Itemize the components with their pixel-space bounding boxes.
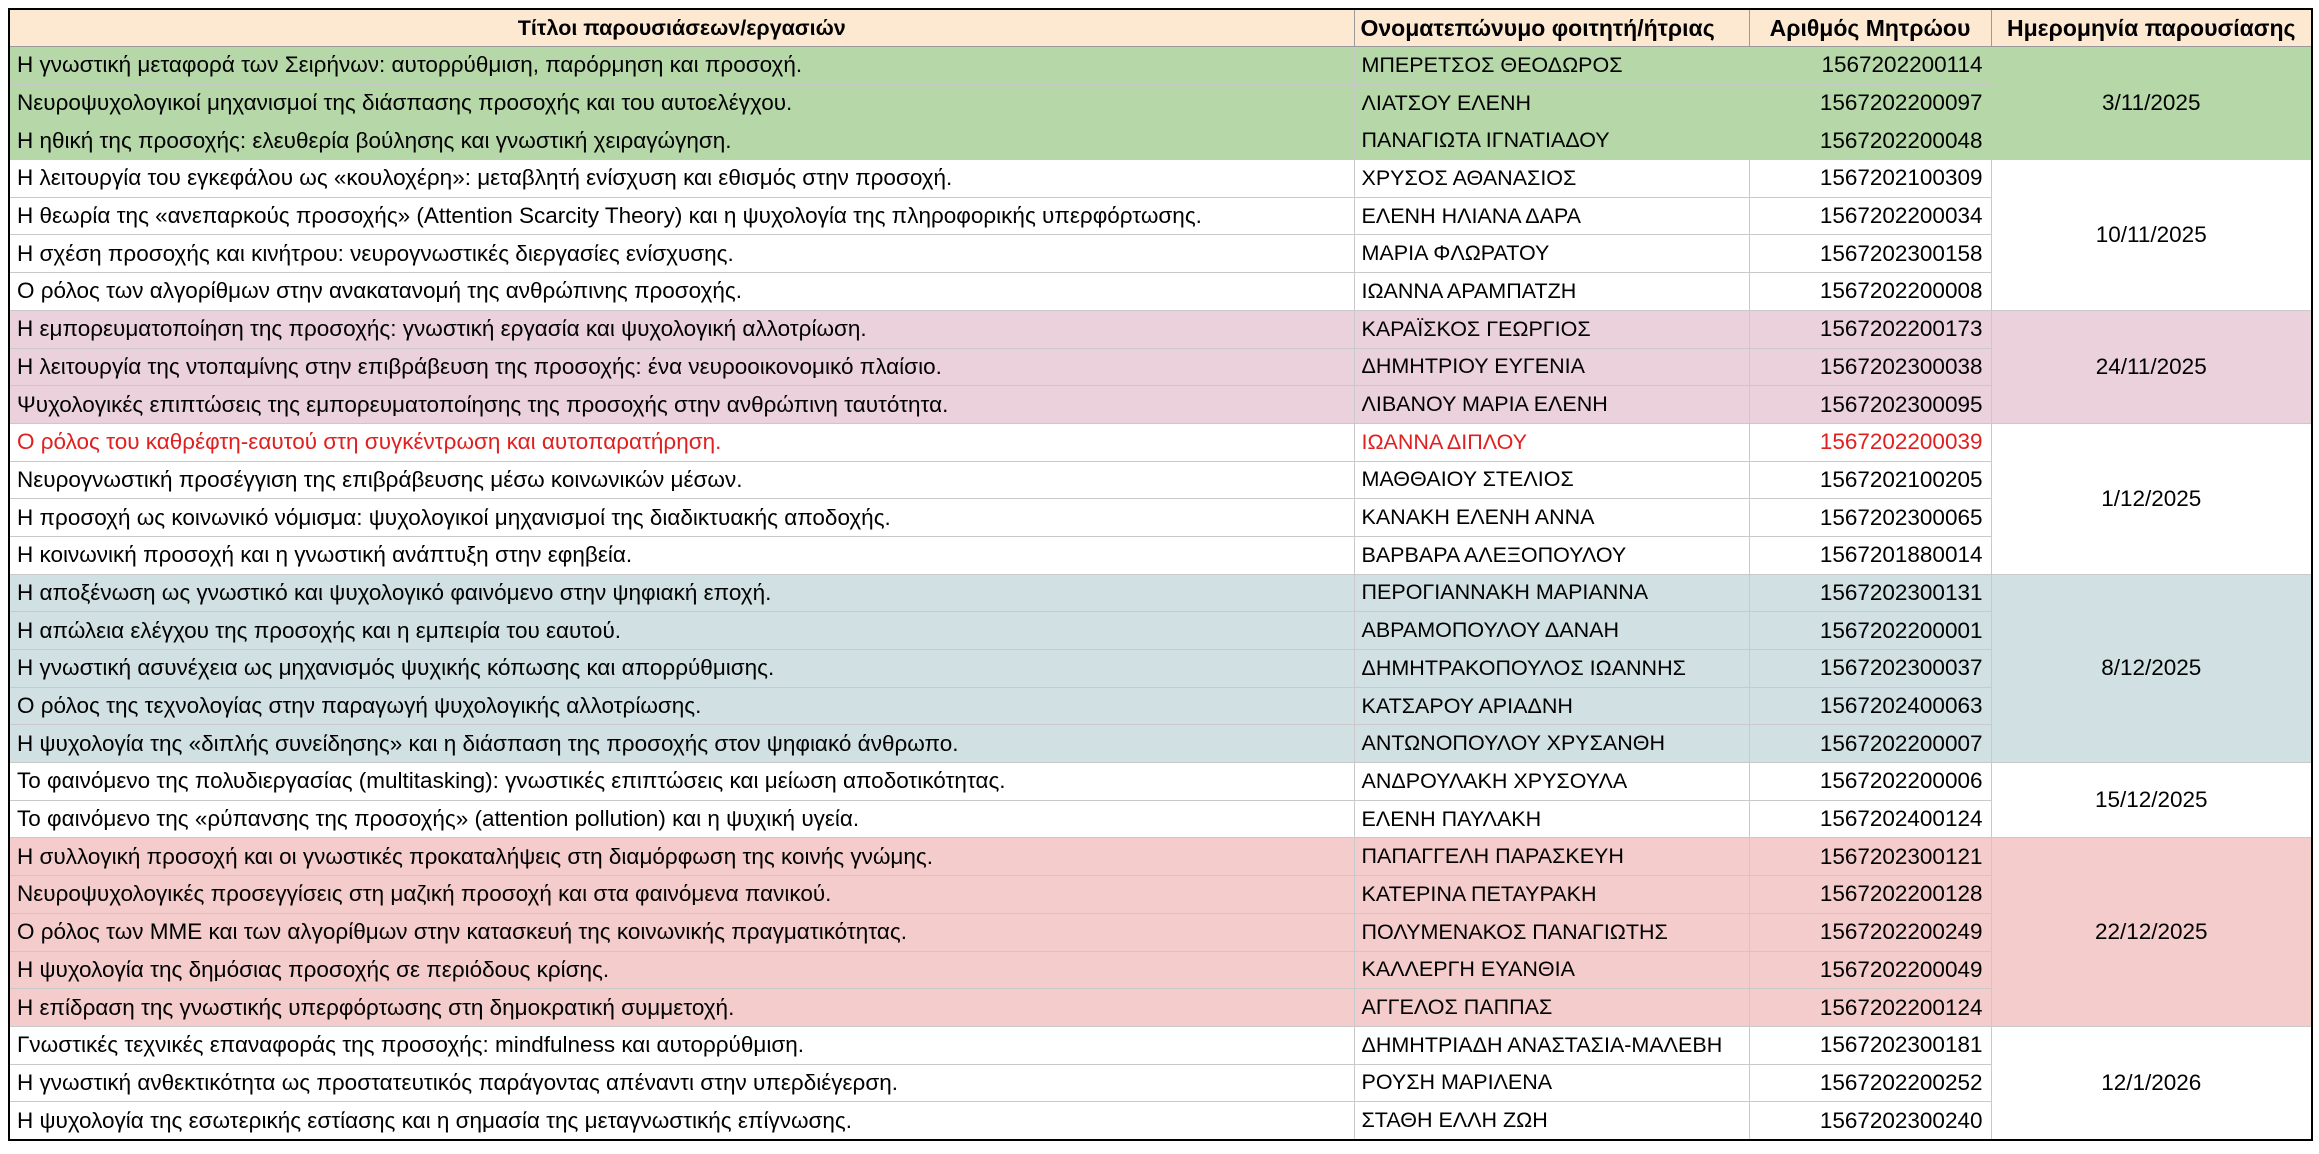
cell-title[interactable]: Η προσοχή ως κοινωνικό νόμισμα: ψυχολογικοί μηχανισμοί της διαδικτυακής αποδοχής. xyxy=(9,499,1354,537)
cell-registration-number[interactable]: 1567202100205 xyxy=(1749,461,1991,499)
table-row xyxy=(9,235,2312,273)
table-row xyxy=(9,84,2312,122)
table-row xyxy=(9,725,2312,763)
cell-student-name[interactable]: ΠΟΛΥΜΕΝΑΚΟΣ ΠΑΝΑΓΙΩΤΗΣ xyxy=(1354,913,1749,951)
cell-student-name[interactable]: ΚΑΤΕΡΙΝΑ ΠΕΤΑΥΡΑΚΗ xyxy=(1354,876,1749,914)
table-row xyxy=(9,160,2312,198)
cell-registration-number[interactable]: 1567202200006 xyxy=(1749,763,1991,801)
header-name[interactable]: Ονοματεπώνυμο φοιτητή/ήτριας xyxy=(1354,9,1749,47)
cell-title[interactable]: Η ψυχολογία της δημόσιας προσοχής σε περιόδους κρίσης. xyxy=(9,951,1354,989)
cell-registration-number[interactable]: 1567202300181 xyxy=(1749,1026,1991,1064)
cell-student-name[interactable]: ΛΙΑΤΣΟΥ ΕΛΕΝΗ xyxy=(1354,84,1749,122)
cell-presentation-date[interactable]: 10/11/2025 xyxy=(1991,160,2312,311)
cell-title[interactable]: Το φαινόμενο της «ρύπανσης της προσοχής» (attention pollution) και η ψυχική υγεία. xyxy=(9,800,1354,838)
cell-student-name[interactable]: ΣΤΑΘΗ ΕΛΛΗ ΖΩΗ xyxy=(1354,1102,1749,1140)
table-row xyxy=(9,1064,2312,1102)
cell-title[interactable]: Η λειτουργία του εγκεφάλου ως «κουλοχέρη»: μεταβλητή ενίσχυση και εθισμός στην προσοχή. xyxy=(9,160,1354,198)
table-row xyxy=(9,838,2312,876)
cell-title[interactable]: Η ηθική της προσοχής: ελευθερία βούλησης και γνωστική χειραγώγηση. xyxy=(9,122,1354,160)
table-row xyxy=(9,574,2312,612)
table-row xyxy=(9,913,2312,951)
cell-registration-number[interactable]: 1567202200124 xyxy=(1749,989,1991,1027)
table-row xyxy=(9,876,2312,914)
cell-student-name[interactable]: ΒΑΡΒΑΡΑ ΑΛΕΞΟΠΟΥΛΟΥ xyxy=(1354,536,1749,574)
cell-title[interactable]: Η απώλεια ελέγχου της προσοχής και η εμπειρία του εαυτού. xyxy=(9,612,1354,650)
cell-title[interactable]: Η σχέση προσοχής και κινήτρου: νευρογνωστικές διεργασίες ενίσχυσης. xyxy=(9,235,1354,273)
cell-title[interactable]: Η ψυχολογία της εσωτερικής εστίασης και η σημασία της μεταγνωστικής επίγνωσης. xyxy=(9,1102,1354,1140)
cell-title[interactable]: Νευρογνωστική προσέγγιση της επιβράβευσης μέσω κοινωνικών μέσων. xyxy=(9,461,1354,499)
cell-student-name[interactable]: ΚΑΤΣΑΡΟΥ ΑΡΙΑΔΝΗ xyxy=(1354,687,1749,725)
cell-presentation-date[interactable]: 22/12/2025 xyxy=(1991,838,2312,1026)
header-id[interactable]: Αριθμός Μητρώου xyxy=(1749,9,1991,47)
table-row xyxy=(9,273,2312,311)
cell-registration-number[interactable]: 1567202200048 xyxy=(1749,122,1991,160)
cell-registration-number[interactable]: 1567202200128 xyxy=(1749,876,1991,914)
table-row xyxy=(9,687,2312,725)
cell-student-name[interactable]: ΑΝΔΡΟΥΛΑΚΗ ΧΡΥΣΟΥΛΑ xyxy=(1354,763,1749,801)
table-row xyxy=(9,763,2312,801)
table-row xyxy=(9,612,2312,650)
cell-registration-number[interactable]: 1567202300095 xyxy=(1749,386,1991,424)
cell-student-name[interactable]: ΑΝΤΩΝΟΠΟΥΛΟΥ ΧΡΥΣΑΝΘΗ xyxy=(1354,725,1749,763)
cell-student-name[interactable]: ΙΩΑΝΝΑ ΑΡΑΜΠΑΤΖΗ xyxy=(1354,273,1749,311)
table-row xyxy=(9,197,2312,235)
cell-title[interactable]: Η εμπορευματοποίηση της προσοχής: γνωστική εργασία και ψυχολογική αλλοτρίωση. xyxy=(9,310,1354,348)
spreadsheet xyxy=(8,8,2311,1141)
table-row xyxy=(9,1102,2312,1140)
cell-student-name[interactable]: ΜΠΕΡΕΤΣΟΣ ΘΕΟΔΩΡΟΣ xyxy=(1354,47,1749,85)
cell-title[interactable]: Νευροψυχολογικοί μηχανισμοί της διάσπασης προσοχής και του αυτοελέγχου. xyxy=(9,84,1354,122)
cell-registration-number[interactable]: 1567202300240 xyxy=(1749,1102,1991,1140)
table-row xyxy=(9,122,2312,160)
cell-presentation-date[interactable]: 3/11/2025 xyxy=(1991,47,2312,160)
cell-student-name[interactable]: ΔΗΜΗΤΡΙΑΔΗ ΑΝΑΣΤΑΣΙΑ-ΜΑΛΕΒΗ xyxy=(1354,1026,1749,1064)
cell-student-name[interactable]: ΚΑΛΛΕΡΓΗ ΕΥΑΝΘΙΑ xyxy=(1354,951,1749,989)
cell-title[interactable]: Η γνωστική ασυνέχεια ως μηχανισμός ψυχικής κόπωσης και απορρύθμισης. xyxy=(9,650,1354,688)
cell-registration-number[interactable]: 1567202200034 xyxy=(1749,197,1991,235)
table-body xyxy=(9,47,2312,1140)
cell-student-name[interactable]: ΙΩΑΝΝΑ ΔΙΠΛΟΥ xyxy=(1354,423,1749,461)
cell-registration-number[interactable]: 1567202300037 xyxy=(1749,650,1991,688)
cell-title[interactable]: Ψυχολογικές επιπτώσεις της εμπορευματοποίησης της προσοχής στην ανθρώπινη ταυτότητα. xyxy=(9,386,1354,424)
cell-registration-number[interactable]: 1567202400063 xyxy=(1749,687,1991,725)
header-row xyxy=(9,9,2312,47)
cell-registration-number[interactable]: 1567202400124 xyxy=(1749,800,1991,838)
cell-student-name[interactable]: ΠΑΝΑΓΙΩΤΑ ΙΓΝΑΤΙΑΔΟΥ xyxy=(1354,122,1749,160)
cell-registration-number[interactable]: 1567202300121 xyxy=(1749,838,1991,876)
cell-title[interactable]: Νευροψυχολογικές προσεγγίσεις στη μαζική προσοχή και στα φαινόμενα πανικού. xyxy=(9,876,1354,914)
cell-title[interactable]: Ο ρόλος της τεχνολογίας στην παραγωγή ψυχολογικής αλλοτρίωσης. xyxy=(9,687,1354,725)
cell-presentation-date[interactable]: 1/12/2025 xyxy=(1991,423,2312,574)
cell-title[interactable]: Ο ρόλος των αλγορίθμων στην ανακατανομή της ανθρώπινης προσοχής. xyxy=(9,273,1354,311)
cell-title[interactable]: Η θεωρία της «ανεπαρκούς προσοχής» (Attention Scarcity Theory) και η ψυχολογία της πληροφορικής υπερφόρτωσης. xyxy=(9,197,1354,235)
cell-registration-number[interactable]: 1567202200001 xyxy=(1749,612,1991,650)
cell-student-name[interactable]: ΜΑΡΙΑ ΦΛΩΡΑΤΟΥ xyxy=(1354,235,1749,273)
cell-title[interactable]: Η λειτουργία της ντοπαμίνης στην επιβράβευση της προσοχής: ένα νευροοικονομικό πλαίσιο. xyxy=(9,348,1354,386)
table-row xyxy=(9,499,2312,537)
cell-student-name[interactable]: ΔΗΜΗΤΡΙΟΥ ΕΥΓΕΝΙΑ xyxy=(1354,348,1749,386)
cell-student-name[interactable]: ΔΗΜΗΤΡΑΚΟΠΟΥΛΟΣ ΙΩΑΝΝΗΣ xyxy=(1354,650,1749,688)
table-row xyxy=(9,536,2312,574)
cell-title[interactable]: Η συλλογική προσοχή και οι γνωστικές προκαταλήψεις στη διαμόρφωση της κοινής γνώμης. xyxy=(9,838,1354,876)
table-row xyxy=(9,348,2312,386)
cell-student-name[interactable]: ΕΛΕΝΗ ΗΛΙΑΝΑ ΔΑΡΑ xyxy=(1354,197,1749,235)
cell-registration-number[interactable]: 1567202200039 xyxy=(1749,423,1991,461)
table-row xyxy=(9,1026,2312,1064)
table-row xyxy=(9,47,2312,85)
cell-title[interactable]: Ο ρόλος των ΜΜΕ και των αλγορίθμων στην κατασκευή της κοινωνικής πραγματικότητας. xyxy=(9,913,1354,951)
table-row xyxy=(9,461,2312,499)
cell-title[interactable]: Η ψυχολογία της «διπλής συνείδησης» και η διάσπαση της προσοχής στον ψηφιακό άνθρωπο. xyxy=(9,725,1354,763)
cell-registration-number[interactable]: 1567202200249 xyxy=(1749,913,1991,951)
cell-student-name[interactable]: ΚΑΡΑΪΣΚΟΣ ΓΕΩΡΓΙΟΣ xyxy=(1354,310,1749,348)
cell-presentation-date[interactable]: 8/12/2025 xyxy=(1991,574,2312,762)
cell-registration-number[interactable]: 1567202200008 xyxy=(1749,273,1991,311)
cell-title[interactable]: Η γνωστική μεταφορά των Σειρήνων: αυτορρύθμιση, παρόρμηση και προσοχή. xyxy=(9,47,1354,85)
cell-registration-number[interactable]: 1567202300158 xyxy=(1749,235,1991,273)
cell-student-name[interactable]: ΕΛΕΝΗ ΠΑΥΛΑΚΗ xyxy=(1354,800,1749,838)
cell-registration-number[interactable]: 1567202300065 xyxy=(1749,499,1991,537)
header-date[interactable]: Ημερομηνία παρουσίασης xyxy=(1991,9,2312,47)
table-row xyxy=(9,650,2312,688)
cell-title[interactable]: Το φαινόμενο της πολυδιεργασίας (multitasking): γνωστικές επιπτώσεις και μείωση αποδοτικότητας. xyxy=(9,763,1354,801)
table-row xyxy=(9,386,2312,424)
cell-title[interactable]: Η γνωστική ανθεκτικότητα ως προστατευτικός παράγοντας απέναντι στην υπερδιέγερση. xyxy=(9,1064,1354,1102)
cell-title[interactable]: Η κοινωνική προσοχή και η γνωστική ανάπτυξη στην εφηβεία. xyxy=(9,536,1354,574)
cell-student-name[interactable]: ΧΡΥΣΟΣ ΑΘΑΝΑΣΙΟΣ xyxy=(1354,160,1749,198)
cell-student-name[interactable]: ΜΑΘΘΑΙΟΥ ΣΤΕΛΙΟΣ xyxy=(1354,461,1749,499)
cell-registration-number[interactable]: 1567202100309 xyxy=(1749,160,1991,198)
cell-student-name[interactable]: ΠΕΡΟΓΙΑΝΝΑΚΗ ΜΑΡΙΑΝΝΑ xyxy=(1354,574,1749,612)
table-row xyxy=(9,423,2312,461)
cell-title[interactable]: Ο ρόλος του καθρέφτη-εαυτού στη συγκέντρωση και αυτοπαρατήρηση. xyxy=(9,423,1354,461)
schedule-table xyxy=(8,8,2313,1141)
cell-student-name[interactable]: ΡΟΥΣΗ ΜΑΡΙΛΕΝΑ xyxy=(1354,1064,1749,1102)
cell-registration-number[interactable]: 1567201880014 xyxy=(1749,536,1991,574)
cell-title[interactable]: Γνωστικές τεχνικές επαναφοράς της προσοχής: mindfulness και αυτορρύθμιση. xyxy=(9,1026,1354,1064)
cell-student-name[interactable]: ΛΙΒΑΝΟΥ ΜΑΡΙΑ ΕΛΕΝΗ xyxy=(1354,386,1749,424)
cell-student-name[interactable]: ΠΑΠΑΓΓΕΛΗ ΠΑΡΑΣΚΕΥΗ xyxy=(1354,838,1749,876)
table-row xyxy=(9,310,2312,348)
header-title[interactable]: Τίτλοι παρουσιάσεων/εργασιών xyxy=(9,9,1354,47)
cell-registration-number[interactable]: 1567202200173 xyxy=(1749,310,1991,348)
cell-title[interactable]: Η επίδραση της γνωστικής υπερφόρτωσης στη δημοκρατική συμμετοχή. xyxy=(9,989,1354,1027)
cell-student-name[interactable]: ΑΒΡΑΜΟΠΟΥΛΟΥ ΔΑΝΑΗ xyxy=(1354,612,1749,650)
cell-presentation-date[interactable]: 15/12/2025 xyxy=(1991,763,2312,838)
table-row xyxy=(9,800,2312,838)
cell-registration-number[interactable]: 1567202200097 xyxy=(1749,84,1991,122)
cell-registration-number[interactable]: 1567202300131 xyxy=(1749,574,1991,612)
cell-registration-number[interactable]: 1567202300038 xyxy=(1749,348,1991,386)
cell-registration-number[interactable]: 1567202200049 xyxy=(1749,951,1991,989)
cell-student-name[interactable]: ΑΓΓΕΛΟΣ ΠΑΠΠΑΣ xyxy=(1354,989,1749,1027)
table-row xyxy=(9,951,2312,989)
cell-student-name[interactable]: ΚΑΝΑΚΗ ΕΛΕΝΗ ΑΝΝΑ xyxy=(1354,499,1749,537)
cell-presentation-date[interactable]: 24/11/2025 xyxy=(1991,310,2312,423)
table-row xyxy=(9,989,2312,1027)
cell-registration-number[interactable]: 1567202200252 xyxy=(1749,1064,1991,1102)
cell-registration-number[interactable]: 1567202200114 xyxy=(1749,47,1991,85)
cell-presentation-date[interactable]: 12/1/2026 xyxy=(1991,1026,2312,1140)
cell-registration-number[interactable]: 1567202200007 xyxy=(1749,725,1991,763)
cell-title[interactable]: Η αποξένωση ως γνωστικό και ψυχολογικό φαινόμενο στην ψηφιακή εποχή. xyxy=(9,574,1354,612)
